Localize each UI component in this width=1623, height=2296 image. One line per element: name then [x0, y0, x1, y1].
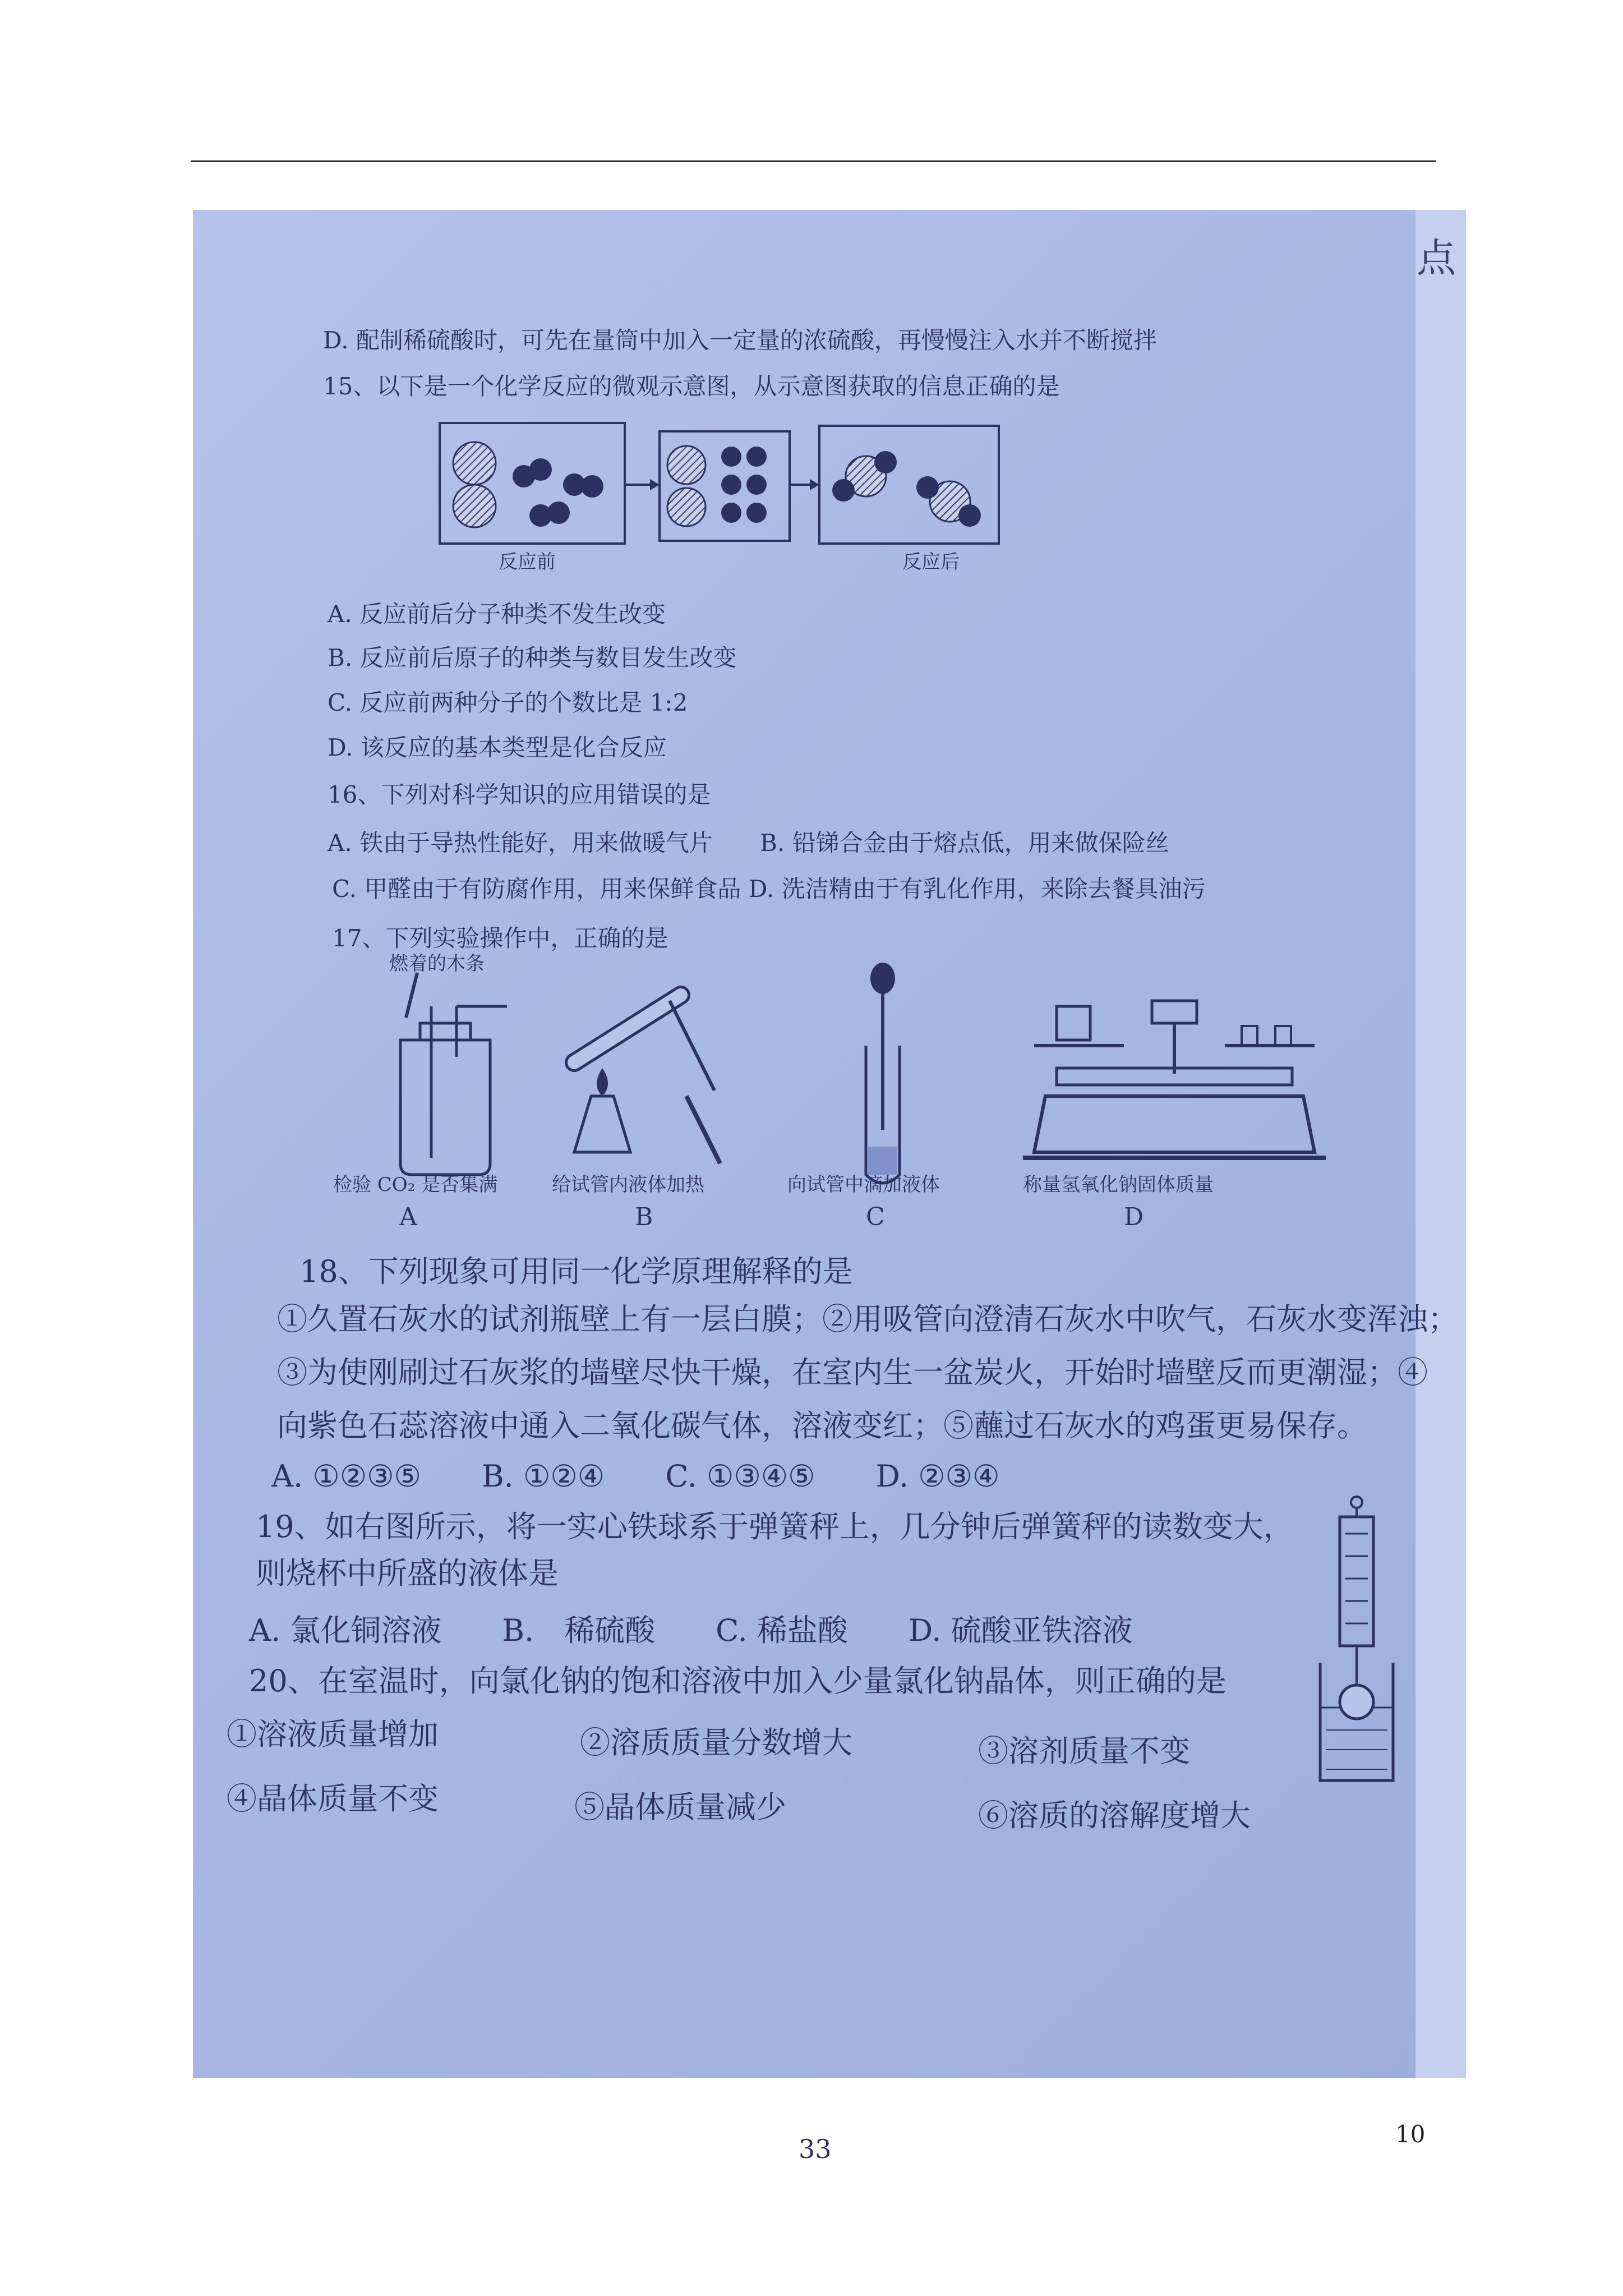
q20-item-6: ⑥溶质的溶解度增大	[978, 1798, 1251, 1833]
gas-bottle-apparatus	[367, 973, 513, 1186]
burning-stick-label: 燃着的木条	[389, 953, 485, 975]
caption-b: 给试管内液体加热	[552, 1174, 704, 1196]
page-number: 10	[1395, 2120, 1426, 2148]
caption-d: 称量氢氧化钠固体质量	[1023, 1174, 1214, 1196]
q20-stem: 20、在室温时，向氯化钠的饱和溶液中加入少量氯化钠晶体，则正确的是	[249, 1663, 1227, 1699]
letter-d: D	[1124, 1203, 1144, 1231]
q20-item-4: ④晶体质量不变	[227, 1781, 439, 1816]
letter-b: B	[635, 1203, 653, 1231]
q19-line2: 则烧杯中所盛的液体是	[256, 1556, 559, 1591]
caption-a: 检验 CO₂ 是否集满	[333, 1174, 498, 1196]
dropper-test-tube-apparatus	[849, 961, 916, 1197]
q16-stem: 16、下列对科学知识的应用错误的是	[328, 781, 711, 808]
adjacent-page-edge: 点	[1415, 210, 1466, 2078]
q15-option-a: A. 反应前后分子种类不发生改变	[328, 600, 666, 628]
q20-item-5: ⑤晶体质量减少	[574, 1789, 786, 1825]
q15-option-b: B. 反应前后原子的种类与数目发生改变	[328, 644, 737, 671]
q19-line1: 19、如右图所示，将一实心铁球系于弹簧秤上，几分钟后弹簧秤的读数变大，	[256, 1509, 1294, 1544]
label-before-reaction: 反应前	[499, 551, 556, 573]
caption-c: 向试管中滴加液体	[787, 1174, 940, 1196]
spring-scale-beaker-figure	[1309, 1494, 1404, 1797]
header-rule	[191, 160, 1436, 162]
label-after-reaction: 反应后	[902, 551, 960, 573]
q16-options-row1: A. 铁由于导热性能好，用来做暖气片 B. 铅锑合金由于熔点低，用来做保险丝	[328, 829, 1169, 857]
q15-option-d: D. 该反应的基本类型是化合反应	[328, 734, 667, 761]
q14-option-d: D. 配制稀硫酸时，可先在量筒中加入一定量的浓硫酸，再慢慢注入水并不断搅拌	[323, 326, 1157, 354]
q18-line1: ①久置石灰水的试剂瓶壁上有一层白膜；②用吸管向澄清石灰水中吹气，石灰水变浑浊；	[277, 1301, 1458, 1337]
balance-apparatus	[1023, 995, 1326, 1180]
q18-stem: 18、下列现象可用同一化学原理解释的是	[299, 1254, 853, 1289]
test-tube-heating-apparatus	[552, 984, 743, 1186]
q20-item-2: ②溶质质量分数增大	[580, 1725, 852, 1760]
q17-stem: 17、下列实验操作中，正确的是	[332, 924, 668, 952]
q18-line2: ③为使刚刷过石灰浆的墙壁尽快干燥，在室内生一盆炭火，开始时墙壁反而更潮湿；④	[277, 1355, 1428, 1390]
letter-a: A	[399, 1203, 417, 1231]
q19-options: A. 氯化铜溶液 B. 稀硫酸 C. 稀盐酸 D. 硫酸亚铁溶液	[249, 1613, 1133, 1648]
q20-item-3: ③溶剂质量不变	[978, 1733, 1190, 1769]
q20-item-1: ①溶液质量增加	[227, 1717, 439, 1752]
q18-options: A. ①②③⑤ B. ①②④ C. ①③④⑤ D. ②③④	[271, 1458, 1000, 1494]
q16-options-row2: C. 甲醛由于有防腐作用，用来保鲜食品 D. 洗洁精由于有乳化作用，来除去餐具油污	[332, 875, 1206, 903]
q18-line3: 向紫色石蕊溶液中通入二氧化碳气体，溶液变红；⑤蘸过石灰水的鸡蛋更易保存。	[277, 1408, 1367, 1443]
q15-stem: 15、以下是一个化学反应的微观示意图，从示意图获取的信息正确的是	[323, 372, 1060, 400]
letter-c: C	[866, 1203, 885, 1231]
q15-option-c: C. 反应前两种分子的个数比是 1:2	[328, 689, 688, 716]
photo-page-number: 33	[799, 2134, 832, 2164]
